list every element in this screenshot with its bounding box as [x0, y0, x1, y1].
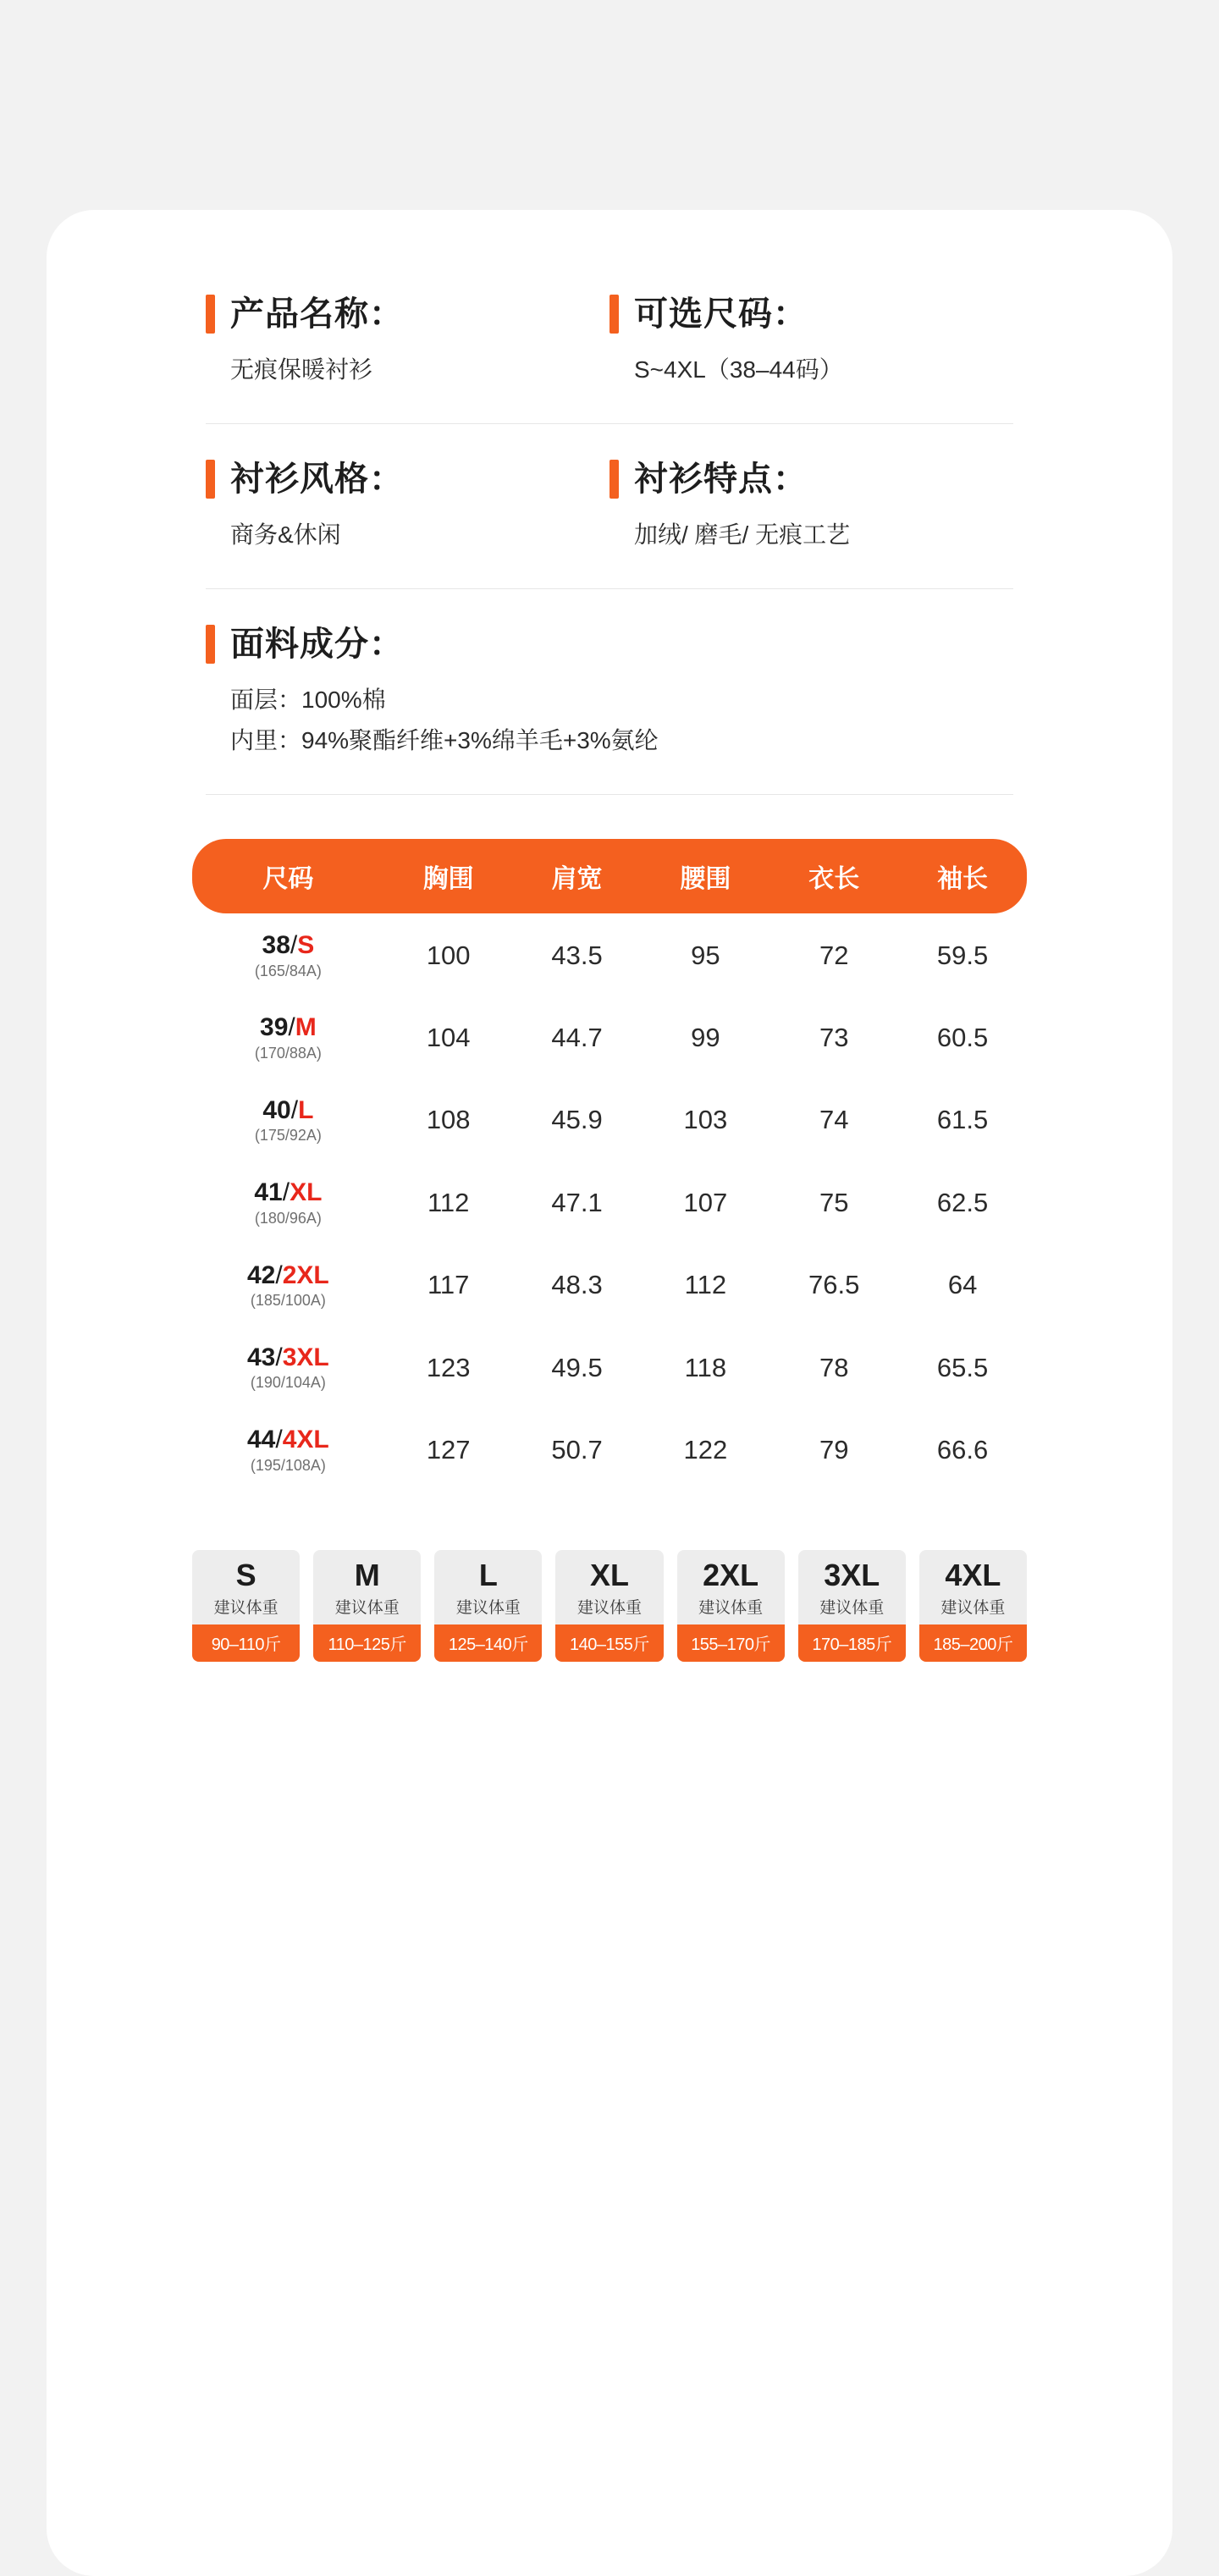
cell-length: 79: [819, 1435, 849, 1465]
weight-chip: [313, 1550, 421, 1663]
cell-shoulder: 49.5: [551, 1352, 603, 1382]
size-number: 42: [247, 1260, 276, 1289]
table-row: [192, 1244, 1027, 1326]
size-main: 38/S: [262, 931, 315, 959]
cell-chest: 108: [426, 1105, 471, 1135]
spec-heading: [206, 295, 610, 334]
spec-title: 可选尺码：: [634, 295, 808, 333]
size-label-cell: [192, 1161, 384, 1243]
header-length: 衣长: [808, 865, 860, 893]
size-height-ref: (175/92A): [254, 1127, 322, 1145]
header-waist: 腰围: [680, 865, 731, 893]
spec-title: 衬衫风格：: [230, 461, 404, 498]
size-main: 42/2XL: [247, 1260, 329, 1289]
cell-chest: 104: [426, 1023, 471, 1053]
header-shoulder: 肩宽: [551, 865, 603, 893]
cell-length: 76.5: [808, 1270, 860, 1300]
size-cell: [192, 1344, 384, 1391]
chip-size-label: 4XL: [945, 1557, 1001, 1592]
chip-weight-range: 170–185斤: [798, 1624, 906, 1662]
spec-available-sizes: [610, 295, 1013, 388]
chip-caption: 建议体重: [455, 1599, 521, 1618]
chip-size-label: 2XL: [703, 1557, 759, 1592]
size-label-cell: [192, 1326, 384, 1408]
size-label-cell: [192, 913, 384, 996]
accent-bar-icon: [610, 460, 619, 499]
size-number: 39: [260, 1013, 289, 1042]
divider: [206, 423, 1013, 424]
weight-chip: [919, 1550, 1027, 1663]
table-row: [192, 996, 1027, 1078]
size-height-ref: (185/100A): [250, 1292, 326, 1310]
cell-chest: 123: [426, 1352, 471, 1382]
size-label-cell: [192, 1244, 384, 1326]
chip-weight-range: 155–170斤: [677, 1624, 785, 1662]
cell-shoulder: 50.7: [551, 1435, 603, 1465]
recommended-weight-section: [47, 1550, 1172, 1663]
size-label-cell: [192, 996, 384, 1078]
size-cell: [192, 1014, 384, 1061]
size-main: 43/3XL: [247, 1343, 329, 1371]
cell-chest: 100: [426, 940, 471, 970]
spec-value: 加绒/ 磨毛/ 无痕工艺: [634, 521, 851, 548]
size-label-cell: [192, 1078, 384, 1161]
chip-caption: 建议体重: [334, 1599, 400, 1618]
size-height-ref: (180/96A): [254, 1209, 322, 1227]
size-main: 41/XL: [254, 1178, 323, 1207]
chip-weight-range: 110–125斤: [313, 1624, 421, 1662]
accent-bar-icon: [610, 295, 619, 334]
chip-caption: 建议体重: [698, 1599, 764, 1618]
cell-length: 74: [819, 1105, 849, 1135]
size-main: 39/M: [260, 1013, 317, 1042]
weight-chip: [192, 1550, 300, 1663]
size-cell: [192, 1179, 384, 1226]
table-row: [192, 913, 1027, 996]
chip-weight-range: 125–140斤: [434, 1624, 542, 1662]
chip-weight-range: 185–200斤: [919, 1624, 1027, 1662]
size-cell: [192, 932, 384, 979]
weight-chip: [555, 1550, 663, 1663]
size-chart-body: [192, 913, 1027, 1491]
size-alpha: 2XL: [282, 1260, 329, 1289]
size-chart-table: [192, 839, 1027, 1491]
size-number: 40: [262, 1095, 291, 1124]
size-cell: [192, 1426, 384, 1473]
chip-caption: 建议体重: [576, 1599, 642, 1618]
spec-row-3: [206, 625, 1013, 758]
cell-chest: 127: [426, 1435, 471, 1465]
weight-chip: [677, 1550, 785, 1663]
header-size: 尺码: [262, 865, 314, 893]
cell-length: 75: [819, 1187, 849, 1217]
cell-length: 78: [819, 1352, 849, 1382]
accent-bar-icon: [206, 625, 215, 664]
cell-shoulder: 45.9: [551, 1105, 603, 1135]
size-number: 41: [254, 1178, 283, 1207]
cell-waist: 99: [691, 1023, 720, 1053]
chip-caption: 建议体重: [213, 1599, 279, 1618]
chip-size-label: 3XL: [824, 1557, 880, 1592]
weight-chip: [798, 1550, 906, 1663]
cell-sleeve: 61.5: [936, 1105, 989, 1135]
cell-shoulder: 43.5: [551, 940, 603, 970]
size-cell: [192, 1097, 384, 1144]
cell-sleeve: 60.5: [936, 1023, 989, 1053]
cell-waist: 118: [684, 1352, 727, 1382]
cell-waist: 95: [691, 940, 720, 970]
accent-bar-icon: [206, 295, 215, 334]
header-sleeve: 袖长: [937, 865, 989, 893]
size-height-ref: (170/88A): [254, 1044, 322, 1062]
spec-product-name: [206, 295, 610, 388]
chip-caption: 建议体重: [819, 1599, 885, 1618]
weight-chip: [434, 1550, 542, 1663]
spec-shirt-style: [206, 460, 610, 553]
table-row: [192, 1326, 1027, 1408]
chip-weight-range: 90–110斤: [192, 1624, 300, 1662]
size-alpha: M: [295, 1013, 317, 1042]
divider: [206, 588, 1013, 589]
size-alpha: 4XL: [282, 1426, 329, 1454]
chip-size-label: L: [478, 1557, 498, 1592]
spec-heading: [610, 295, 1013, 334]
size-alpha: 3XL: [282, 1343, 329, 1371]
cell-sleeve: 64: [947, 1270, 978, 1300]
table-header-row: [192, 839, 1027, 913]
size-cell: [192, 1262, 384, 1309]
cell-waist: 103: [683, 1105, 728, 1135]
spec-shirt-features: [610, 460, 1013, 553]
cell-waist: 107: [683, 1187, 728, 1217]
chip-size-label: XL: [589, 1557, 629, 1592]
spec-value: S~4XL（38–44码）: [634, 356, 843, 383]
spec-title: 面料成分：: [230, 626, 404, 663]
spec-heading: [206, 625, 1013, 664]
spec-heading: [610, 460, 1013, 499]
size-alpha: XL: [290, 1178, 323, 1207]
spec-value: 无痕保暖衬衫: [230, 356, 373, 383]
size-height-ref: (165/84A): [254, 962, 322, 979]
size-height-ref: (195/108A): [250, 1456, 326, 1474]
size-number: 38: [262, 931, 290, 959]
size-number: 43: [247, 1343, 276, 1371]
spec-value: 商务&休闲: [230, 521, 341, 548]
spec-heading: [206, 460, 610, 499]
size-height-ref: (190/104A): [250, 1374, 326, 1392]
size-chart-header: [192, 839, 1027, 913]
spec-value-inner-layer: 内里：94%聚酯纤维+3%绵羊毛+3%氨纶: [230, 727, 659, 753]
chip-size-label: S: [235, 1557, 256, 1592]
table-row: [192, 1161, 1027, 1243]
cell-sleeve: 62.5: [936, 1187, 989, 1217]
cell-shoulder: 47.1: [551, 1187, 603, 1217]
size-main: 40/L: [262, 1095, 314, 1124]
spec-row-1: [206, 295, 1013, 388]
product-info-card: [47, 210, 1172, 2576]
accent-bar-icon: [206, 460, 215, 499]
cell-chest: 112: [427, 1187, 470, 1217]
cell-sleeve: 65.5: [936, 1352, 989, 1382]
cell-shoulder: 48.3: [551, 1270, 603, 1300]
spec-value-outer-layer: 面层：100%棉: [230, 687, 386, 713]
table-row: [192, 1408, 1027, 1490]
cell-waist: 122: [683, 1435, 728, 1465]
chip-caption: 建议体重: [940, 1599, 1006, 1618]
size-alpha: L: [298, 1095, 314, 1124]
size-chart-section: [47, 839, 1172, 1491]
cell-sleeve: 66.6: [936, 1435, 989, 1465]
divider: [206, 794, 1013, 795]
spec-section: [47, 295, 1172, 795]
cell-length: 72: [819, 940, 849, 970]
spec-title: 衬衫特点：: [634, 461, 808, 498]
cell-waist: 112: [684, 1270, 727, 1300]
table-row: [192, 1078, 1027, 1161]
cell-length: 73: [819, 1023, 849, 1053]
size-alpha: S: [297, 931, 315, 959]
size-main: 44/4XL: [247, 1426, 329, 1454]
spec-title: 产品名称：: [230, 295, 404, 333]
spec-row-2: [206, 460, 1013, 553]
size-label-cell: [192, 1408, 384, 1490]
chip-weight-range: 140–155斤: [555, 1624, 663, 1662]
chip-size-label: M: [354, 1557, 380, 1592]
cell-sleeve: 59.5: [936, 940, 989, 970]
cell-shoulder: 44.7: [551, 1023, 603, 1053]
size-number: 44: [247, 1426, 276, 1454]
cell-chest: 117: [427, 1270, 470, 1300]
header-chest: 胸围: [422, 865, 474, 893]
spec-fabric-composition: [206, 625, 1013, 758]
